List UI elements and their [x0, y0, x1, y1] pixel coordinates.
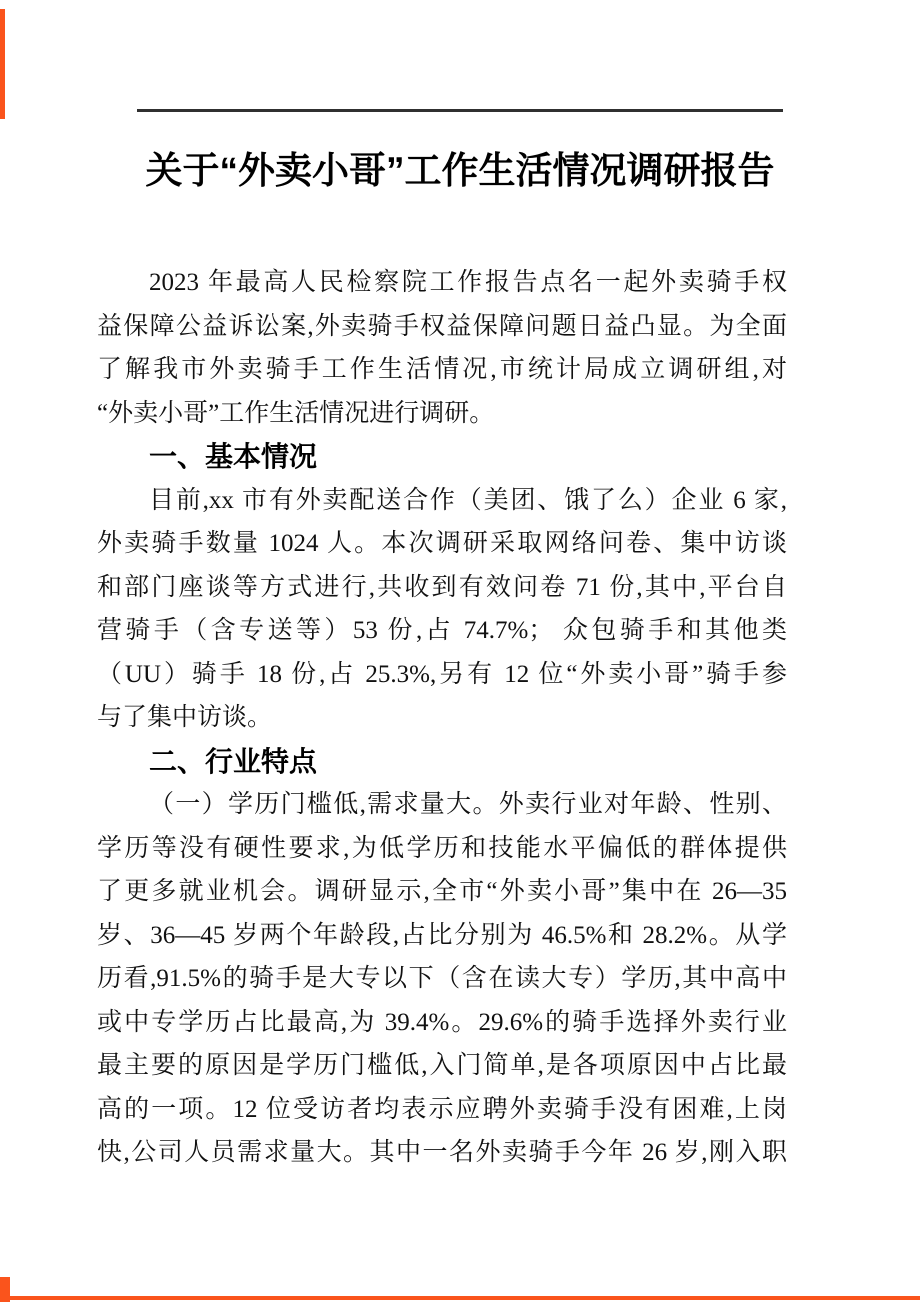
text-line: 与了集中访谈。	[97, 704, 273, 731]
left-accent-bar	[0, 9, 5, 119]
bottom-accent-bar	[0, 1296, 920, 1300]
text-line: “外卖小哥”工作生活情况进行调研。	[97, 399, 495, 427]
text-line: 最主要的原因是学历门槛低,入门简单,是各项原因中占比最	[97, 1052, 787, 1079]
section-heading: 一、基本情况	[149, 441, 318, 472]
text-line: 快,公司人员需求量大。其中一名外卖骑手今年 26 岁,刚入职	[97, 1139, 787, 1166]
text-line: 外卖骑手数量 1024 人。本次调研采取网络问卷、集中访谈	[97, 530, 787, 557]
text-line: 目前,xx 市有外卖配送合作（美团、饿了么）企业 6 家,	[149, 486, 787, 514]
text-line: 学历等没有硬性要求,为低学历和技能水平偏低的群体提供	[97, 834, 787, 862]
text-line: 岁、36—45 岁两个年龄段,占比分别为 46.5%和 28.2%。从学	[97, 921, 787, 949]
text-line: （一）学历门槛低,需求量大。外卖行业对年龄、性别、	[149, 791, 787, 818]
text-line: 历看,91.5%的骑手是大专以下（含在读大专）学历,其中高中	[97, 965, 787, 992]
text-line: 益保障公益诉讼案,外卖骑手权益保障问题日益凸显。为全面	[97, 312, 787, 340]
bottom-left-accent-block	[0, 1277, 10, 1302]
text-line: 营骑手（含专送等）53 份,占 74.7%； 众包骑手和其他类	[97, 617, 787, 644]
section-heading: 二、行业特点	[149, 745, 318, 777]
document-title: 关于“外卖小哥”工作生活情况调研报告	[145, 150, 775, 191]
text-line: （UU）骑手 18 份,占 25.3%,另有 12 位“外卖小哥”骑手参	[97, 660, 787, 688]
text-line: 和部门座谈等方式进行,共收到有效问卷 71 份,其中,平台自	[97, 573, 787, 601]
text-line: 了解我市外卖骑手工作生活情况,市统计局成立调研组,对	[97, 356, 787, 383]
text-line: 或中专学历占比最高,为 39.4%。29.6%的骑手选择外卖行业	[97, 1008, 787, 1036]
text-line: 高的一项。12 位受访者均表示应聘外卖骑手没有困难,上岗	[97, 1095, 787, 1123]
text-line: 2023 年最高人民检察院工作报告点名一起外卖骑手权	[149, 269, 787, 296]
document-body	[97, 261, 787, 1175]
title-divider-line	[137, 109, 783, 112]
text-line: 了更多就业机会。调研显示,全市“外卖小哥”集中在 26—35	[97, 878, 787, 905]
